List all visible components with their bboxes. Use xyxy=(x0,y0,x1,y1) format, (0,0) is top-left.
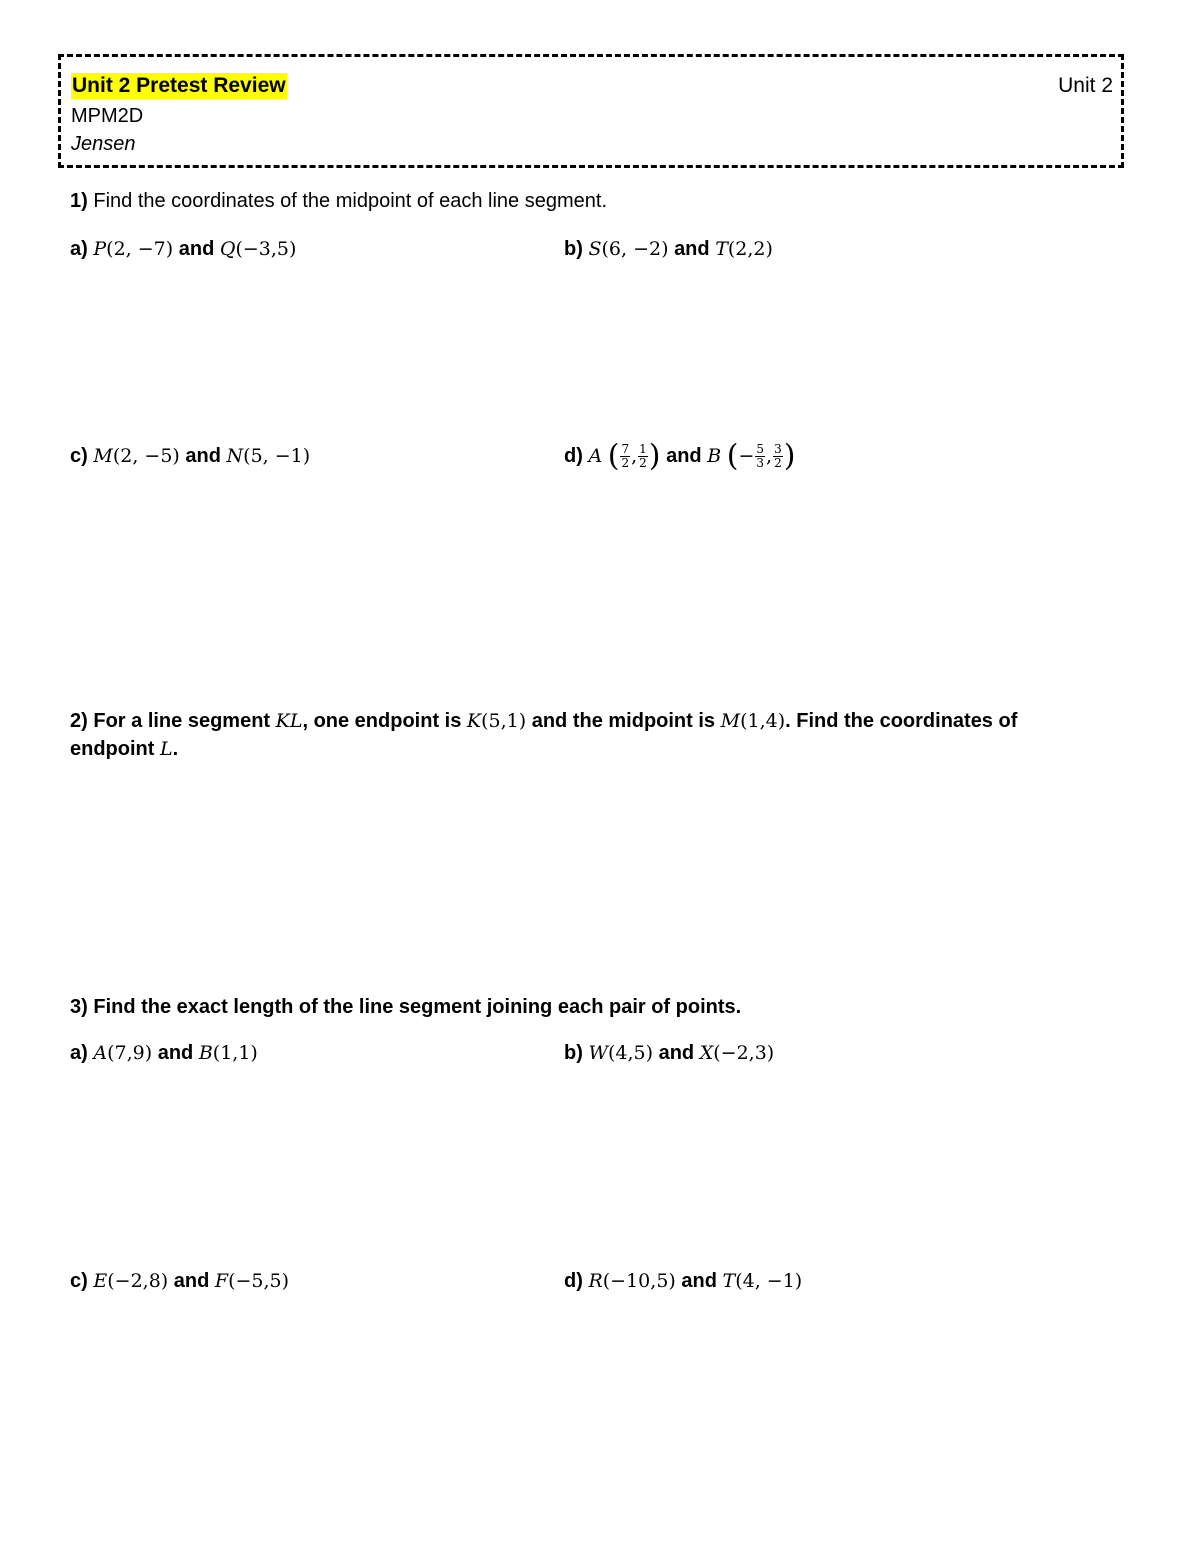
question-2-prompt xyxy=(70,707,1070,763)
comma: , xyxy=(631,445,638,467)
header-box xyxy=(58,54,1124,168)
fraction-denominator: 2 xyxy=(639,456,647,471)
question-1-prompt xyxy=(70,187,607,215)
fraction-numerator: 1 xyxy=(639,442,647,457)
question-3d xyxy=(564,1267,802,1295)
point-coords: (1,4) xyxy=(740,710,786,732)
teacher-name: Jensen xyxy=(71,133,136,155)
minus-sign: − xyxy=(738,445,755,467)
point-name: Q xyxy=(219,238,236,260)
part-label: b) xyxy=(564,1042,583,1064)
part-label: c) xyxy=(70,1270,88,1292)
question-2-text: endpoint xyxy=(70,738,155,760)
point-name: B xyxy=(198,1042,213,1064)
fraction-denominator: 2 xyxy=(774,456,782,471)
point-name: N xyxy=(226,445,244,467)
point-coords: (−2,3) xyxy=(713,1042,775,1064)
part-label: c) xyxy=(70,445,88,467)
point-name: T xyxy=(715,238,728,260)
point-coords: (2,2) xyxy=(727,238,773,260)
question-3b xyxy=(564,1039,774,1067)
unit-label: Unit 2 xyxy=(1058,74,1113,97)
question-2-text: , one endpoint is xyxy=(302,710,462,732)
question-2-text: and the midpoint is xyxy=(531,710,716,732)
question-1c xyxy=(70,442,310,470)
point-coords: (2, −7) xyxy=(106,238,174,260)
and-word: and xyxy=(674,238,710,260)
question-2-text: . xyxy=(172,738,179,760)
point-coords: (4, −1) xyxy=(735,1270,803,1292)
point-name: F xyxy=(214,1270,229,1292)
point-coords: (7,9) xyxy=(107,1042,153,1064)
point-name: W xyxy=(588,1042,608,1064)
point-coords: (4,5) xyxy=(607,1042,654,1064)
point-name: L xyxy=(160,738,173,760)
point-name: T xyxy=(722,1270,736,1292)
comma: , xyxy=(766,445,773,467)
point-coords: (−10,5) xyxy=(602,1270,676,1292)
point-coords: (6, −2) xyxy=(601,238,669,260)
right-paren: ) xyxy=(648,438,661,474)
point-name: K xyxy=(466,710,482,732)
segment-name: KL xyxy=(275,710,303,732)
point-coords: (2, −5) xyxy=(112,445,180,467)
part-label: a) xyxy=(70,238,88,260)
worksheet-title: Unit 2 Pretest Review xyxy=(72,74,286,97)
fraction-denominator: 3 xyxy=(756,456,765,471)
point-coords: (1,1) xyxy=(212,1042,258,1064)
right-paren: ) xyxy=(783,438,796,474)
point-name: R xyxy=(588,1270,603,1292)
point-coords: (5, −1) xyxy=(243,445,311,467)
part-label: d) xyxy=(564,445,583,467)
fraction-numerator: 7 xyxy=(621,442,630,457)
question-3c xyxy=(70,1267,289,1295)
and-word: and xyxy=(681,1270,717,1292)
point-coords: (−3,5) xyxy=(235,238,297,260)
question-3-prompt xyxy=(70,993,741,1021)
question-2-number: 2) xyxy=(70,710,88,732)
point-name: A xyxy=(93,1042,108,1064)
point-name: M xyxy=(720,710,741,732)
left-paren: ( xyxy=(607,438,620,474)
fraction-denominator: 2 xyxy=(621,456,630,471)
and-word: and xyxy=(658,1042,695,1064)
course-code: MPM2D xyxy=(71,105,144,127)
question-1d xyxy=(564,438,796,474)
point-coords: (−2,8) xyxy=(107,1270,169,1292)
left-paren: ( xyxy=(726,438,739,474)
question-3-number: 3) xyxy=(70,996,88,1018)
fraction xyxy=(638,443,648,470)
question-3-text: Find the exact length of the line segment joining each pair of points. xyxy=(93,996,742,1018)
part-label: a) xyxy=(70,1042,88,1064)
point-name: M xyxy=(93,445,113,467)
point-name: E xyxy=(93,1270,108,1292)
point-coords: (−5,5) xyxy=(228,1270,290,1292)
point-name: B xyxy=(707,445,722,467)
part-label: d) xyxy=(564,1270,583,1292)
question-1b xyxy=(564,235,773,263)
and-word: and xyxy=(666,445,702,467)
and-word: and xyxy=(157,1042,194,1064)
point-name: A xyxy=(588,445,603,467)
point-name: X xyxy=(699,1042,714,1064)
and-word: and xyxy=(185,445,221,467)
point-name: S xyxy=(588,238,602,260)
fraction xyxy=(773,443,783,470)
question-1a xyxy=(70,235,296,263)
question-2-text: . Find the coordinates of xyxy=(785,710,1018,732)
fraction-numerator: 5 xyxy=(756,442,765,457)
question-1-text: Find the coordinates of the midpoint of each line segment. xyxy=(93,190,608,212)
fraction xyxy=(755,443,765,470)
fraction-numerator: 3 xyxy=(774,442,782,457)
part-label: b) xyxy=(564,238,583,260)
question-2-text: For a line segment xyxy=(93,710,271,732)
and-word: and xyxy=(173,1270,210,1292)
point-coords: (5,1) xyxy=(481,710,527,732)
question-3a xyxy=(70,1039,258,1067)
fraction xyxy=(620,443,630,470)
question-1-number: 1) xyxy=(70,190,88,212)
point-name: P xyxy=(93,238,107,260)
and-word: and xyxy=(178,238,215,260)
